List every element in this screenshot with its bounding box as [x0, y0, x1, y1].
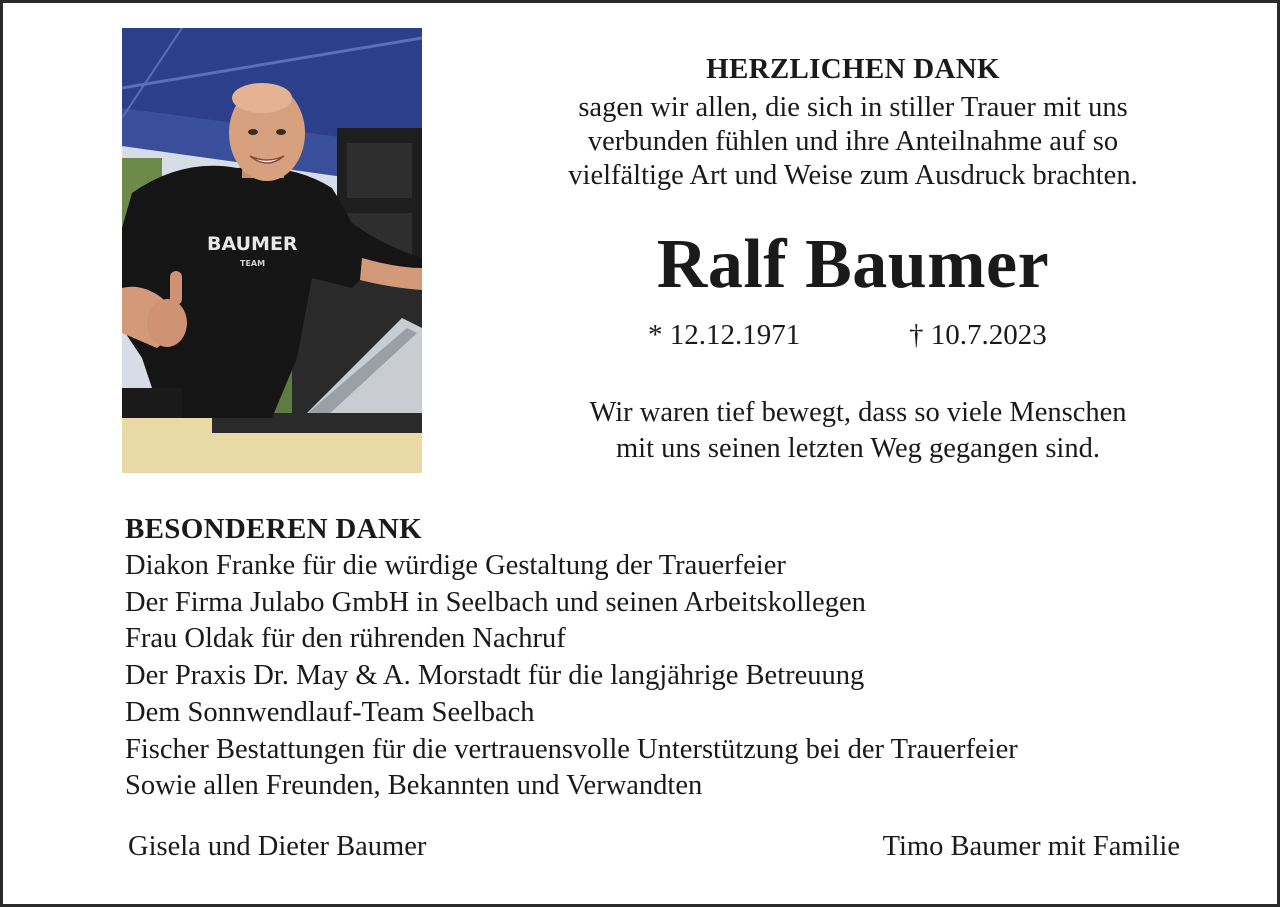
shirt-sub: TEAM [240, 259, 266, 268]
signature-right: Timo Baumer mit Familie [882, 831, 1180, 862]
header-line: vielfältige Art und Weise zum Ausdruck brachten. [568, 160, 1138, 191]
special-thanks-list [125, 548, 1018, 805]
special-thanks-title: BESONDEREN DANK [125, 513, 422, 545]
shirt-logo: BAUMER [207, 233, 298, 255]
list-item: Diakon Franke für die würdige Gestaltung der Trauerfeier [125, 550, 786, 581]
header-line: sagen wir allen, die sich in stiller Trauer mit uns [578, 92, 1128, 123]
list-item: Sowie allen Freunden, Bekannten und Verwandten [125, 770, 703, 802]
deceased-name: Ralf Baumer [656, 226, 1050, 303]
list-item: Dem Sonnwendlauf-Team Seelbach [125, 696, 535, 728]
portrait-photo [122, 28, 422, 473]
message-line: Wir waren tief bewegt, dass so viele Menschen [589, 397, 1127, 428]
message-line: mit uns seinen letzten Weg gegangen sind. [616, 433, 1100, 464]
list-item: Frau Oldak für den rührenden Nachruf [125, 623, 566, 655]
header-line: verbunden fühlen und ihre Anteilnahme auf so [587, 126, 1119, 157]
birth-date: * 12.12.1971 [648, 319, 801, 351]
death-date: † 10.7.2023 [909, 319, 1047, 351]
message-text [508, 395, 1208, 467]
signature-left: Gisela und Dieter Baumer [128, 831, 427, 862]
list-item: Der Praxis Dr. May & A. Morstadt für die langjährige Betreuung [125, 660, 865, 692]
header-title: HERZLICHEN DANK [706, 53, 1000, 85]
header-text [503, 91, 1203, 193]
list-item: Der Firma Julabo GmbH in Seelbach und seinen Arbeitskollegen [125, 586, 866, 618]
list-item: Fischer Bestattungen für die vertrauensvolle Unterstützung bei der Trauerfeier [125, 733, 1018, 765]
